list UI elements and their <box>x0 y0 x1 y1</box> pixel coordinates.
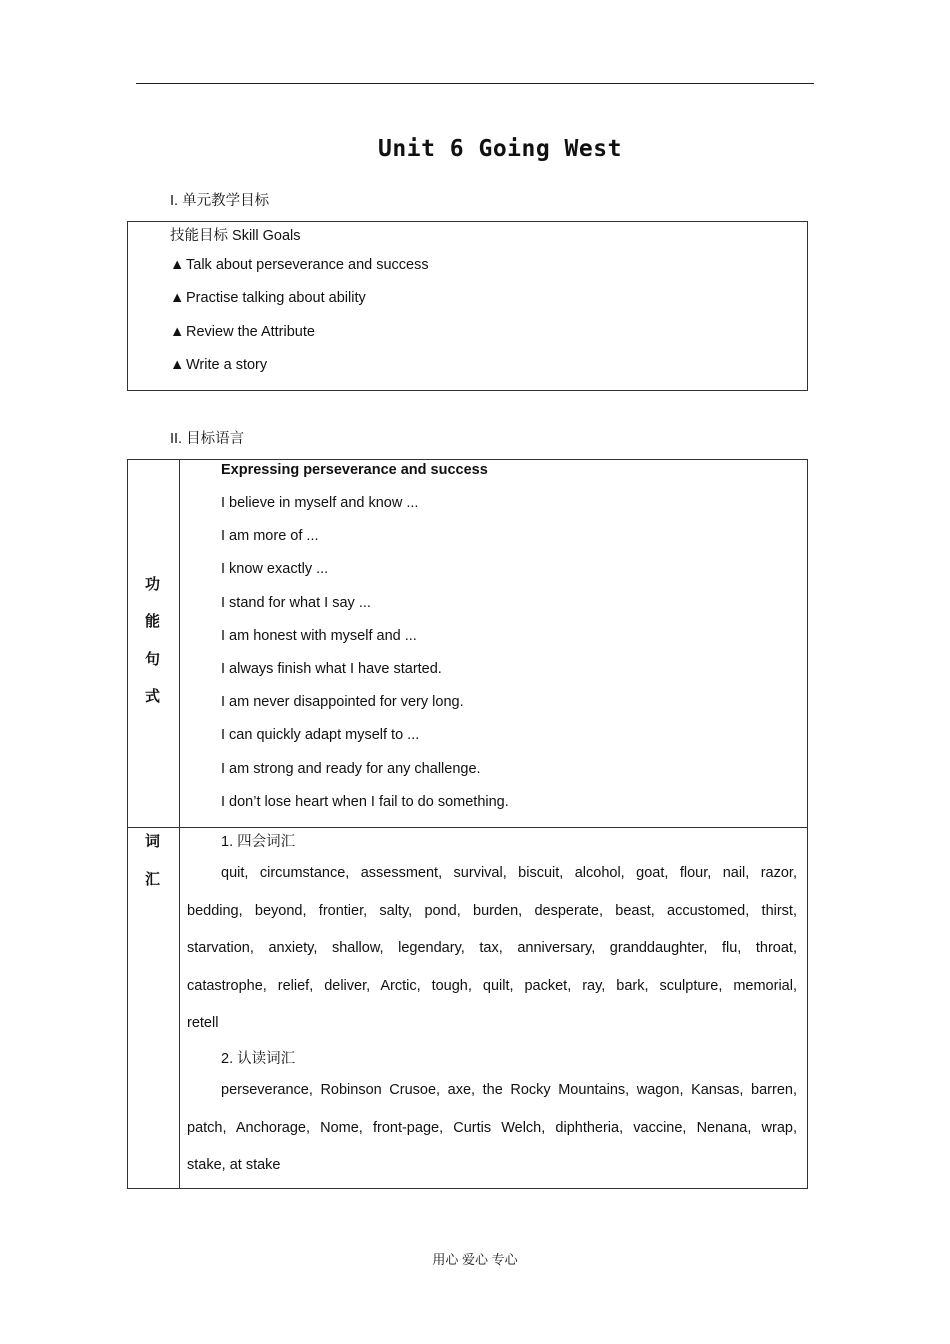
vocab-line: starvation, anxiety, shallow, legendary, tax, anniversary, granddaughter, flu, throat, <box>187 940 797 956</box>
function-sentence: I am strong and ready for any challenge. <box>221 760 481 777</box>
function-sentence: I believe in myself and know ... <box>221 495 419 511</box>
column-divider <box>179 459 180 1188</box>
section2-heading: II. 目标语言 <box>170 431 245 447</box>
page-footer: 用心 爱心 专心 <box>432 1252 518 1267</box>
vocab-label-char: 汇 <box>145 870 161 888</box>
skill-goal-item: Practise talking about ability <box>186 290 366 307</box>
bullet-icon: ▲ <box>170 290 185 307</box>
functions-label-char: 能 <box>145 613 161 631</box>
skill-goal-item: Talk about perseverance and success <box>186 257 429 273</box>
vocab-line: stake, at stake <box>187 1157 281 1173</box>
bullet-icon: ▲ <box>170 257 185 273</box>
function-sentence: I can quickly adapt myself to ... <box>221 727 420 744</box>
vocab-part1-heading: 1. 四会词汇 <box>221 834 296 850</box>
bullet-icon: ▲ <box>170 323 185 340</box>
vocab-line: retell <box>187 1015 219 1031</box>
functions-label-char: 式 <box>145 687 161 705</box>
functions-label-char: 功 <box>145 576 161 593</box>
skill-goals-title: 技能目标 Skill Goals <box>170 228 301 244</box>
function-sentence: I am more of ... <box>221 528 319 545</box>
section1-heading: I. 单元教学目标 <box>170 193 270 209</box>
skill-goal-item: Review the Attribute <box>186 323 315 340</box>
vocab-line: quit, circumstance, assessment, survival, biscuit, alcohol, goat, flour, nail, razor, <box>221 865 797 881</box>
function-sentence: I know exactly ... <box>221 561 329 578</box>
vocab-line: bedding, beyond, frontier, salty, pond, burden, desperate, beast, accustomed, thirst, <box>187 902 797 919</box>
vocab-line: patch, Anchorage, Nome, front-page, Curtis Welch, diphtheria, vaccine, Nenana, wrap, <box>187 1119 797 1136</box>
vocab-line: catastrophe, relief, deliver, Arctic, tough, quilt, packet, ray, bark, sculpture, memorial, <box>187 977 797 994</box>
function-sentence: I am never disappointed for very long. <box>221 694 464 711</box>
vocab-part2-heading: 2. 认读词汇 <box>221 1051 296 1067</box>
vocab-line: perseverance, Robinson Crusoe, axe, the Rocky Mountains, wagon, Kansas, barren, <box>221 1082 797 1098</box>
function-sentence: I don’t lose heart when I fail to do something. <box>221 793 509 810</box>
page-title: Unit 6 Going West <box>378 136 622 162</box>
vocab-label-char: 词 <box>145 833 161 850</box>
bullet-icon: ▲ <box>170 356 185 373</box>
skill-goal-item: Write a story <box>186 356 268 373</box>
header-rule <box>136 83 814 84</box>
functions-heading: Expressing perseverance and success <box>221 462 488 478</box>
function-sentence: I am honest with myself and ... <box>221 627 417 644</box>
functions-label-char: 句 <box>145 650 161 668</box>
function-sentence: I always finish what I have started. <box>221 661 442 677</box>
row-divider <box>127 827 807 828</box>
function-sentence: I stand for what I say ... <box>221 594 371 611</box>
